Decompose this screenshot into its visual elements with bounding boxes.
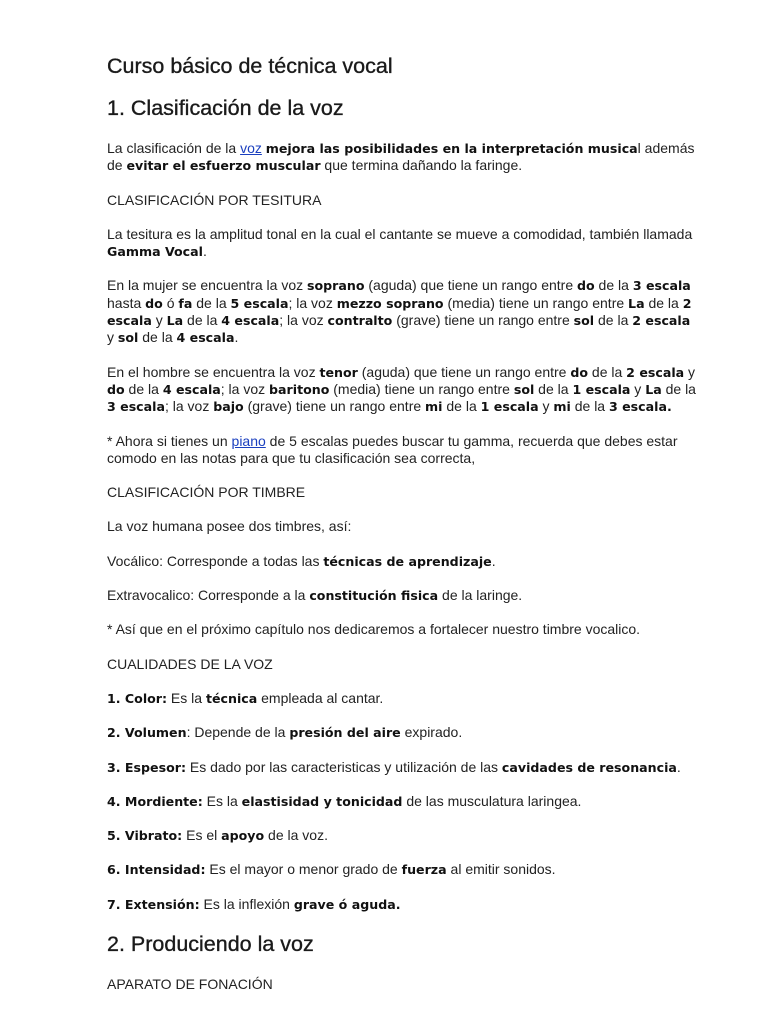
bold-text: 4. Mordiente: [107, 793, 203, 809]
text: (aguda) que tiene un rango entre [364, 277, 577, 294]
text: de la voz. [264, 827, 328, 844]
document-content [107, 52, 697, 1010]
text: (media) tiene un rango entre [329, 380, 514, 397]
text: y [684, 363, 696, 380]
voz-link[interactable]: voz [240, 140, 262, 156]
next-chapter-paragraph: * Así que en el próximo capítulo nos dedicaremos a fortalecer nuestro timbre vocalico. [107, 621, 641, 638]
text: de la [192, 294, 231, 311]
cualidad-item-extension [107, 896, 697, 913]
bold-text: La [628, 295, 645, 311]
bold-text: 2 escala [626, 364, 685, 380]
bold-text: mejora las posibilidades en la interpretación musica [265, 141, 638, 156]
text: . [491, 552, 496, 569]
bold-text: técnica [205, 690, 258, 706]
text: y [107, 329, 118, 346]
bold-text: La [166, 313, 184, 329]
text: Es el mayor o menor grado de [205, 861, 402, 878]
tesitura-paragraph [107, 226, 697, 261]
text: * Ahora si tienes un [107, 432, 232, 449]
text: empleada al cantar. [257, 689, 384, 706]
text: de la laringe. [438, 587, 523, 604]
text: Es la [167, 689, 206, 706]
hombre-paragraph [107, 364, 697, 416]
extravocalico-paragraph [107, 587, 697, 604]
bold-text: 3 escala. [608, 399, 672, 415]
bold-text: soprano [307, 278, 365, 294]
text: Es la [202, 792, 242, 809]
text: Es la inflexión [199, 895, 294, 912]
bold-text: 4 escala [176, 330, 235, 346]
bold-text: baritono [269, 381, 330, 397]
text: ; la voz [164, 398, 214, 415]
text: de la [138, 329, 177, 346]
bold-text: contralto [327, 313, 393, 329]
bold-text: mezzo soprano [336, 295, 444, 311]
cualidad-item-espesor [107, 759, 697, 776]
text: de la [644, 294, 683, 311]
bold-text: 1 escala [572, 381, 631, 397]
text: de la [661, 380, 696, 397]
intro-paragraph [107, 140, 697, 175]
text: ; la voz [220, 380, 270, 397]
text: al emitir sonidos. [446, 861, 556, 878]
text: (grave) tiene un rango entre [392, 312, 574, 329]
text: que termina dañando la faringe. [320, 157, 523, 174]
text: de la [124, 380, 163, 397]
cualidad-item-volumen [107, 724, 697, 741]
bold-text: mi [553, 399, 571, 415]
text: y [630, 380, 646, 397]
bold-text: La [645, 381, 662, 397]
text: expirado. [400, 724, 463, 741]
text: La tesitura es la amplitud tonal en la cual el cantante se mueve a comodidad, también llamada [107, 225, 693, 242]
bold-text: tenor [319, 364, 358, 380]
text: de la [534, 380, 573, 397]
text: de la [588, 363, 627, 380]
bold-text: 2. Volumen [107, 725, 187, 741]
document-title: Curso básico de técnica vocal [107, 54, 393, 78]
text: de las musculatura laringea. [402, 792, 582, 809]
bold-text: 5. Vibrato: [107, 828, 183, 844]
cutoff-subheading: APARATO DE FONACIÓN [107, 976, 273, 993]
bold-text: do [570, 364, 589, 380]
text: y [538, 398, 554, 415]
piano-link[interactable]: piano [231, 432, 266, 449]
text: . [234, 329, 239, 346]
text: . [202, 243, 207, 260]
bold-text: técnicas de aprendizaje [323, 553, 492, 569]
text: hasta [107, 294, 146, 311]
text: . [676, 758, 681, 775]
bold-text: constitución fisica [309, 588, 439, 604]
section-heading-clasificacion: 1. Clasificación de la voz [107, 96, 344, 120]
bold-text: 2 escala [107, 295, 692, 329]
bold-text: sol [513, 381, 535, 397]
section-heading-produciendo: 2. Produciendo la voz [107, 932, 314, 957]
bold-text: bajo [213, 399, 244, 415]
bold-text: 4 escala [221, 313, 280, 329]
text: de 5 escalas puedes buscar tu gamma, recuerda que debes estar comodo en las notas para que tu clasificación sea correcta, [107, 432, 678, 466]
cualidad-item-intensidad [107, 861, 697, 878]
bold-text: fa [178, 295, 193, 311]
text: (grave) tiene un rango entre [243, 398, 426, 415]
bold-text: 4 escala [162, 381, 221, 397]
bold-text: 2 escala [632, 313, 691, 329]
bold-text: Gamma Vocal [107, 244, 203, 260]
bold-text: do [577, 278, 595, 294]
bold-text: 6. Intensidad: [107, 862, 206, 878]
bold-text: fuerza [401, 862, 447, 878]
text: de la [594, 312, 633, 329]
text: En el hombre se encuentra la voz [107, 363, 320, 380]
text: En la mujer se encuentra la voz [107, 277, 307, 294]
text: de la [442, 398, 481, 415]
cualidades-subheading: CUALIDADES DE LA VOZ [107, 655, 273, 672]
cualidad-item-vibrato [107, 827, 697, 844]
bold-text: elastisidad y tonicidad [241, 793, 403, 809]
text: Extravocalico: Corresponde a la [107, 587, 310, 604]
text: l además de [107, 140, 695, 174]
text: y [151, 312, 167, 329]
bold-text: apoyo [221, 828, 265, 844]
text: de la [183, 312, 222, 329]
bold-text: 5 escala [230, 295, 289, 311]
text: ; la voz [279, 312, 328, 329]
timbre-subheading: CLASIFICACIÓN POR TIMBRE [107, 484, 306, 501]
cualidad-item-mordiente [107, 793, 697, 810]
text: La clasificación de la [107, 140, 241, 156]
text: : Depende de la [186, 724, 290, 741]
bold-text: 3. Espesor: [107, 759, 186, 775]
text: ó [162, 294, 179, 311]
text: (media) tiene un rango entre [443, 294, 629, 311]
bold-text: mi [425, 399, 443, 415]
text: de la [570, 398, 609, 415]
text: de la [594, 277, 633, 294]
tesitura-subheading: CLASIFICACIÓN POR TESITURA [107, 191, 322, 208]
piano-note-paragraph [107, 433, 697, 468]
bold-text: sol [117, 330, 139, 346]
bold-text: sol [573, 313, 595, 329]
bold-text: cavidades de resonancia [501, 759, 677, 775]
text: Vocálico: Corresponde a todas las [107, 552, 324, 569]
bold-text: 1. Color: [107, 690, 168, 706]
text: Es el [182, 827, 222, 844]
bold-text: grave ó aguda. [293, 896, 401, 912]
vocalico-paragraph [107, 553, 697, 570]
bold-text: do [107, 381, 125, 397]
cualidad-item-color [107, 690, 697, 707]
timbre-intro-paragraph: La voz humana posee dos timbres, así: [107, 518, 352, 535]
text: (aguda) que tiene un rango entre [357, 363, 571, 380]
text: ; la voz [288, 294, 337, 311]
mujer-paragraph [107, 277, 697, 346]
bold-text: 3 escala [107, 399, 165, 415]
text: Es dado por las caracteristicas y utilización de las [185, 758, 502, 775]
bold-text: do [145, 295, 163, 311]
bold-text: 7. Extensión: [107, 896, 200, 912]
bold-text: evitar el esfuerzo muscular [126, 158, 321, 174]
bold-text: 1 escala [480, 399, 539, 415]
bold-text: presión del aire [289, 725, 401, 741]
bold-text: 3 escala [632, 278, 691, 294]
